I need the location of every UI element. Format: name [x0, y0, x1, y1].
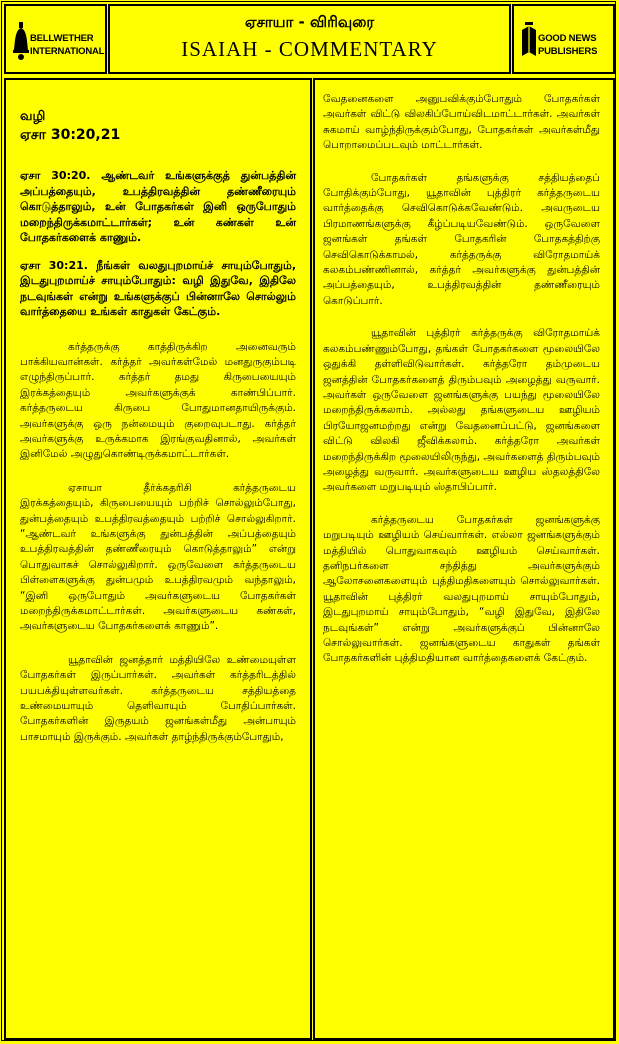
verse-text: ஏசா 30:21. நீங்கள் வலதுபுறமாய்ச் சாயும்போதும், இடதுபுறமாய்ச் சாயும்போதும்: வழி இதுவே, இதிலே நடவுங்கள் என்று உங்களுக்குப் பின்னாலே சொல்லும் வார்த்தையை உங்கள் காதுகள் கேட்கும். [20, 258, 296, 318]
right-column [313, 78, 615, 1040]
logo-line2: INTERNATIONAL [30, 46, 105, 57]
logo-line1: BELLWETHER [30, 33, 94, 44]
publisher-logo-left [4, 4, 107, 74]
title-box [108, 4, 511, 74]
scripture-reference: ஏசா 30:20,21 [20, 127, 121, 143]
commentary-paragraph: வேதனைகளை அனுபவிக்கும்போதும் போதகர்கள் அவர்கள் விட்டு விலகிப்போய்விடமாட்டார்கள். அவர்கள் சுகமாய் வாழ்ந்திருக்கும்போது, போதகர்கள் அவர்கள்மீது பொறாமைப்படவும் மாட்டார்கள். [323, 93, 600, 152]
commentary-paragraph: யூதாவின் புத்திரர் கர்த்தருக்கு விரோதமாய்க் கலகம்பண்ணும்போது, தங்கள் போதகர்களை மூலையிலே ஒதுக்கி தள்ளிவிடுவார்கள். கர்த்தரோ தம்முடைய ஜனத்தின் போதகர்களைத் திரும்பவும் அழைத்து வருவார். அவர்கள் ஒருவேளை ஜனங்களுக்கு பயந்து மூலையிலே மறைந்திருக்கலாம். அல்லது தங்களுடைய ஊழியம் பிரயோஜனமற்றது என்று வேதனைப்பட்டு, ஜனங்களை விட்டு விலகி ஜீவிக்கலாம். கர்த்தரோ அவர்கள் மறைந்திருக்கிற மூலையிலிருந்து, அவர்களைத் திரும்பவும் அழைத்து வருவார். அவர்களுடைய ஊழிய ஸ்தலத்திலே அவர்களை மறுபடியும் ஸ்தாபிப்பார். [323, 327, 601, 494]
bell-icon [12, 20, 30, 64]
good-news-logo [520, 20, 608, 64]
section-heading: வழி [20, 109, 46, 124]
left-column [4, 78, 312, 1040]
logo-line1: GOOD NEWS [538, 33, 597, 44]
verse-text: ஏசா 30:20. ஆண்டவர் உங்களுக்குத் துன்பத்தின் அப்பத்தையும், உபத்திரவத்தின் தண்ணீரையும் கொடுத்தாலும், உன் போதகர்கள் இனி ஒருபோதும் மறைந்திருக்கமாட்டார்கள்; உன் கண்கள் உன் போதகர்களைக் காணும். [20, 169, 296, 244]
commentary-paragraph: கர்த்தருடைய போதகர்கள் ஜனங்களுக்கு மறுபடியும் ஊழியம் செய்வார்கள். எல்லா ஜனங்களுக்கும் மத்தியில் பொதுவாகவும் ஊழியம் செய்வார்கள். தனிநபர்களை சந்தித்து அவர்களுக்கும் ஆலோசனைகளையும் புத்திமதிகளையும் சொல்லுவார்கள். யூதாவின் புத்திரர் வலதுபுறமாய் சாயும்போதும், இடதுபுறமாய் சாயும்போதும், “வழி இதுவே, இதிலே நடவுங்கள்” என்று அவர்களுக்குப் பின்னாலே சொல்லுவார்கள். ஜனங்களுடைய காதுகள் தங்கள் போதகர்களின் புத்திமதியான வார்த்தைகளைக் கேட்கும். [323, 513, 600, 665]
title-tamil: ஏசாயா - விரிவுரை [244, 13, 375, 31]
publisher-logo-right [512, 4, 615, 74]
commentary-paragraph: போதகர்கள் தங்களுக்கு சத்தியத்தைப் போதிக்கும்போது, யூதாவின் புத்திரர் கர்த்தருடைய வார்த்தைக்கு செவிகொடுக்கவேண்டும். அவருடைய பிரமாணங்களுக்கு கீழ்ப்படியவேண்டும். ஒருவேளை ஜனங்கள் தங்கள் போதகரின் போதகத்திற்கு செவிகொடுக்காமல், கர்த்தருக்கு விரோதமாய்க் கலகம்பண்ணினால், கர்த்தர் அவர்களுக்கு துன்பத்தின் அப்பத்தையும், உபத்திரவத்தின் தண்ணீரையும் கொடுப்பார். [323, 171, 600, 307]
logo-line2: PUBLISHERS [538, 46, 598, 57]
commentary-paragraph: ஏசாயா தீர்க்கதரிசி கர்த்தருடைய இரக்கத்தையும், கிருபையையும் பற்றிச் சொல்லும்போது, துன்பத்தையும் உபத்திரவத்தையும் பற்றிச் சொல்லுகிறார். “ஆண்டவர் உங்களுக்கு துன்பத்தின் அப்பத்தையும் உபத்திரவத்தின் தண்ணீரையும் கொடுத்தாலும்” என்று பொதுவாகச் சொல்லுகிறார். ஒருவேளை கர்த்தருடைய பிள்ளைகளுக்கு துன்பமும் உபத்திரவமும் வந்தாலும், “இனி ஒருபோதும் அவர்களுடைய போதகர்கள் மறைந்திருக்கமாட்டார்கள். அவர்களுடைய கண்கள், அவர்களுடைய போதகர்களைக் காணும்”. [20, 481, 296, 633]
book-icon [520, 20, 538, 64]
bellwether-logo [12, 20, 105, 64]
commentary-paragraph: கர்த்தருக்கு காத்திருக்கிற அனைவரும் பாக்கியவான்கள். கர்த்தர் அவர்கள்மேல் மனதுருகும்படி எழுந்திருப்பார். கர்த்தர் தமது கிருபையையும் இரக்கத்தையும் அவர்களுக்குக் காண்பிப்பார். கர்த்தருடைய கிருபை போதுமானதாயிருக்கும். அவர்களுக்கு ஒரு நன்மையும் குறைவுபடாது. கர்த்தர் அவர்களுக்கு உருக்கமாக இரங்குவதினால், அவர்கள் இனிமேல் அழுதுகொண்டிருக்கமாட்டார்கள். [20, 340, 296, 461]
title-english: ISAIAH - COMMENTARY [181, 37, 438, 61]
commentary-paragraph: யூதாவின் ஜனத்தார் மத்தியிலே உண்மையுள்ள போதகர்கள் இருப்பார்கள். அவர்கள் கர்த்தரிடத்தில் பயபக்தியுள்ளவர்கள். கர்த்தருடைய சத்தியத்தை உண்மையாயும் தெளிவாயும் போதிப்பார்கள். போதகர்களின் இருதயம் ஜனங்கள்மீது அன்பாயும் பாசமாயும் இருக்கும். அவர்கள் தாழ்ந்திருக்கும்போதும், [20, 653, 296, 743]
